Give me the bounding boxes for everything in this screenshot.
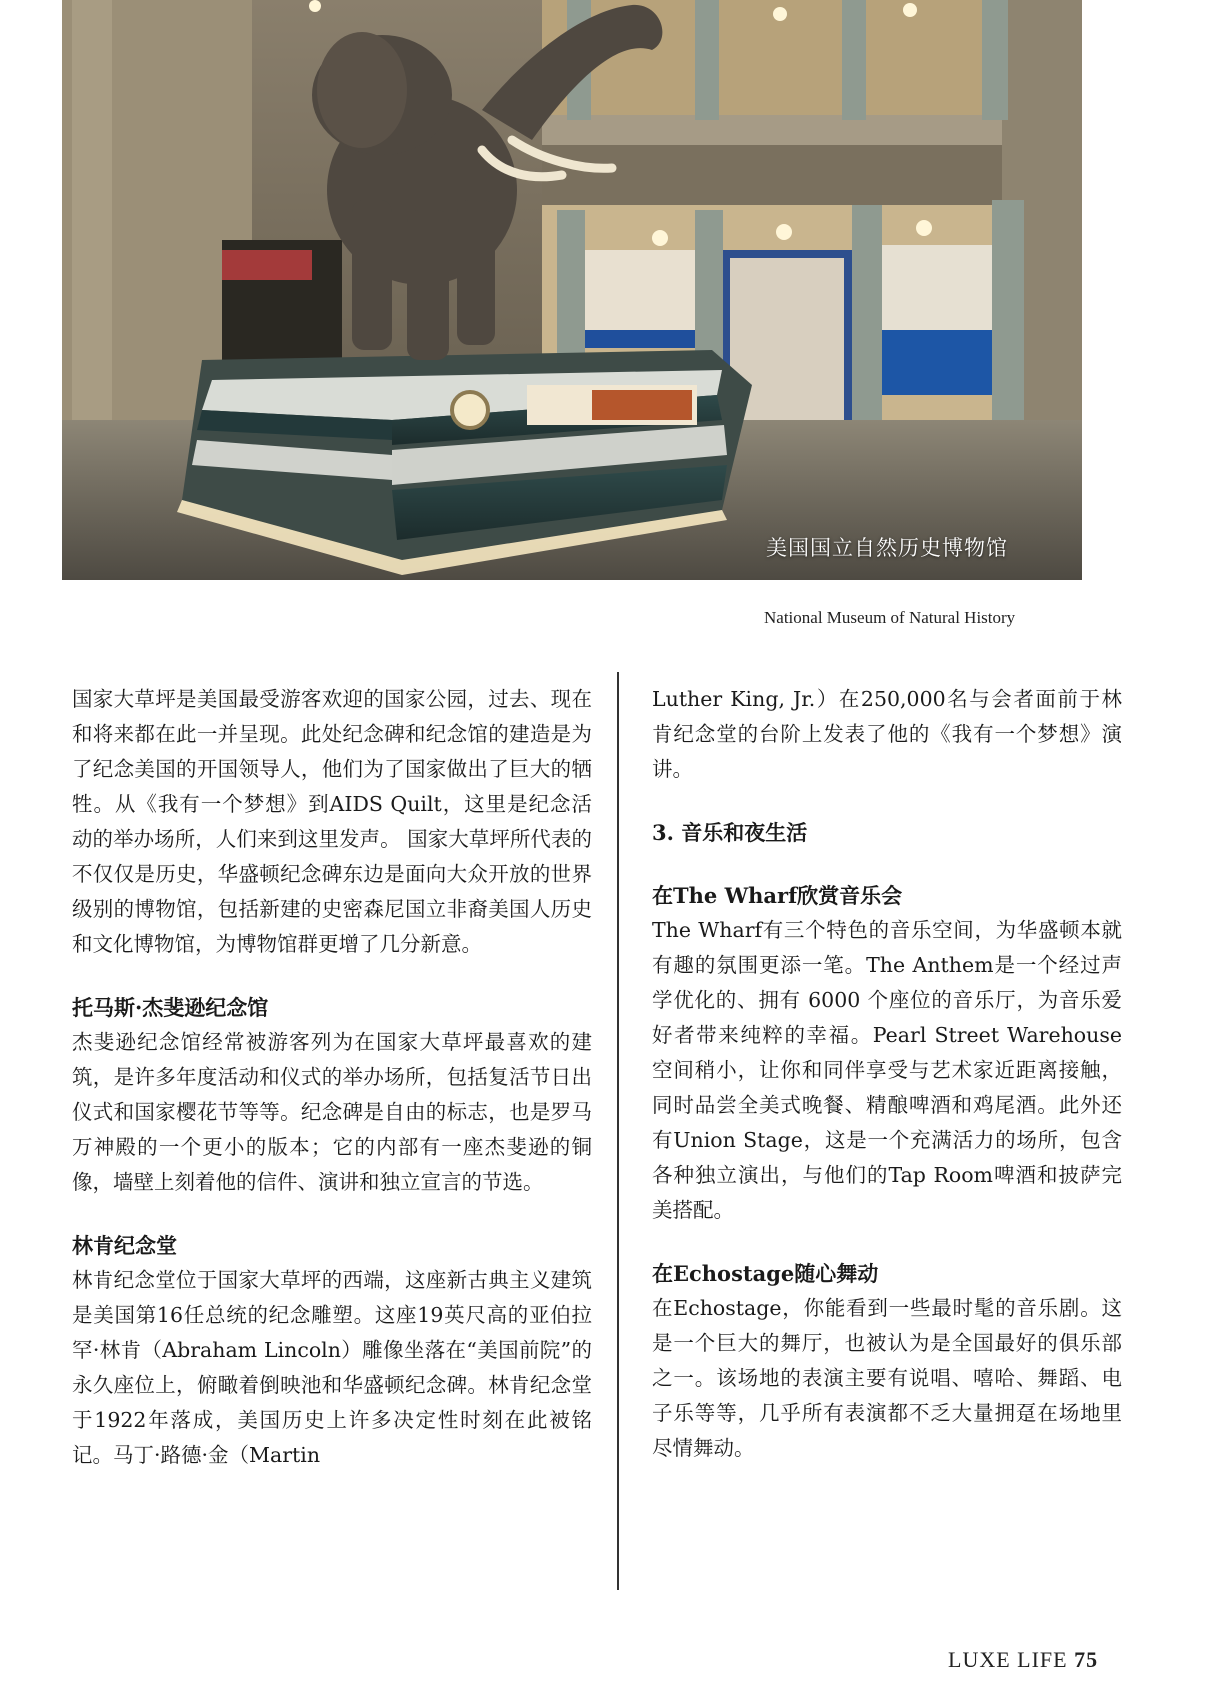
jefferson-heading: 托马斯·杰斐逊纪念馆 <box>72 995 269 1020</box>
jefferson-paragraph: 杰斐逊纪念馆经常被游客列为在国家大草坪最喜欢的建筑，是许多年度活动和仪式的举办场所，包括复活节日出仪式和国家樱花节等等。纪念碑是自由的标志，也是罗马万神殿的一个更小的版本；它的内部有一座杰斐逊的铜像，墙壁上刻着他的信件、演讲和独立宣言的节选。 <box>72 1030 592 1194</box>
column-divider <box>617 672 619 1590</box>
lincoln-heading: 林肯纪念堂 <box>72 1233 177 1258</box>
echostage-paragraph: 在Echostage，你能看到一些最时髦的音乐剧。这是一个巨大的舞厅，也被认为是全国最好的俱乐部之一。该场地的表演主要有说唱、嘻哈、舞蹈、电子乐等等，几乎所有表演都不乏大量拥趸在场地里尽情舞动。 <box>652 1296 1122 1460</box>
lincoln-continued-paragraph: Luther King, Jr.）在250,000名与会者面前于林肯纪念堂的台阶上发表了他的《我有一个梦想》演讲。 <box>652 687 1122 781</box>
photo-caption: 美国国立自然历史博物馆 <box>766 536 1008 560</box>
left-column <box>72 682 592 1473</box>
echostage-heading: 在Echostage随心舞动 <box>652 1261 879 1286</box>
page-footer <box>948 1647 1098 1673</box>
magazine-name: LUXE LIFE <box>948 1647 1068 1672</box>
photo-credit: National Museum of Natural History <box>764 608 1016 627</box>
museum-rotunda-illustration <box>62 0 1082 580</box>
wharf-heading: 在The Wharf欣赏音乐会 <box>652 883 903 908</box>
page-number: 75 <box>1074 1647 1099 1672</box>
wharf-paragraph: The Wharf有三个特色的音乐空间，为华盛顿本就有趣的氛围更添一笔。The Anthem是一个经过声学优化的、拥有 6000 个座位的音乐厅，为音乐爱好者带来纯粹的幸福。Pearl Street Warehouse空间稍小，让你和同伴享受与艺术家近距离接触，同时品尝全美式晚餐、精酿啤酒和鸡尾酒。此外还有Union Stage，这是一个充满活力的场所，包含各种独立演出，与他们的Tap Room啤酒和披萨完美搭配。 <box>652 918 1122 1222</box>
music-nightlife-heading: 3. 音乐和夜生活 <box>652 820 808 845</box>
right-column <box>652 682 1122 1466</box>
intro-paragraph: 国家大草坪是美国最受游客欢迎的国家公园，过去、现在和将来都在此一并呈现。此处纪念碑和纪念馆的建造是为了纪念美国的开国领导人，他们为了国家做出了巨大的牺牲。从《我有一个梦想》到AIDS Quilt，这里是纪念活动的举办场所，人们来到这里发声。 国家大草坪所代表的不仅仅是历史，华盛顿纪念碑东边是面向大众开放的世界级别的博物馆，包括新建的史密森尼国立非裔美国人历史和文化博物馆，为博物馆群更增了几分新意。 <box>72 687 592 956</box>
museum-photo <box>62 0 1082 580</box>
lincoln-paragraph: 林肯纪念堂位于国家大草坪的西端，这座新古典主义建筑是美国第16任总统的纪念雕塑。这座19英尺高的亚伯拉罕·林肯（Abraham Lincoln）雕像坐落在“美国前院”的永久座位上，俯瞰着倒映池和华盛顿纪念碑。林肯纪念堂于1922年落成，美国历史上许多决定性时刻在此被铭记。马丁·路德·金（Martin <box>72 1268 592 1467</box>
